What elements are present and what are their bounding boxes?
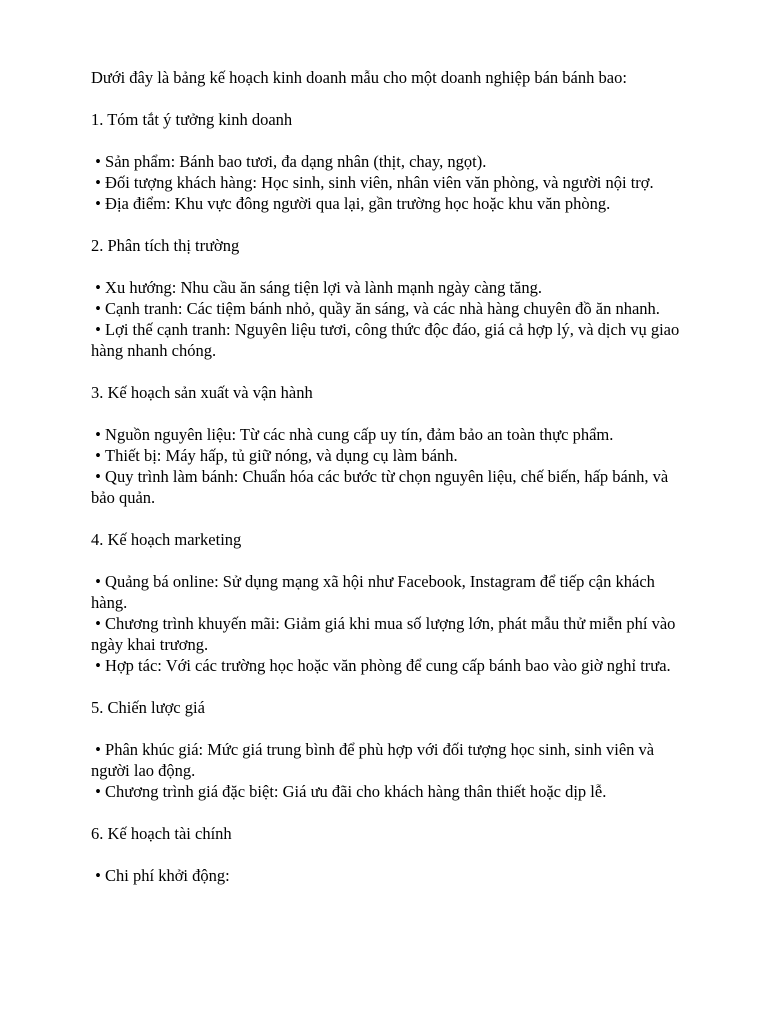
section-5 — [91, 697, 691, 802]
document-page — [91, 67, 691, 907]
section-2 — [91, 235, 691, 361]
section-title: 3. Kế hoạch sản xuất và vận hành — [91, 383, 313, 402]
bullet-item: • Lợi thế cạnh tranh: Nguyên liệu tươi, công thức độc đáo, giá cả hợp lý, và dịch vụ giao hàng nhanh chóng. — [91, 319, 691, 361]
bullet-list — [91, 424, 691, 508]
section-title: 5. Chiến lược giá — [91, 698, 205, 717]
bullet-item: • Đối tượng khách hàng: Học sinh, sinh viên, nhân viên văn phòng, và người nội trợ. — [91, 172, 691, 193]
bullet-item: • Quảng bá online: Sử dụng mạng xã hội như Facebook, Instagram để tiếp cận khách hàng. — [91, 571, 691, 613]
bullet-list — [91, 277, 691, 361]
section-title: 1. Tóm tắt ý tưởng kinh doanh — [91, 110, 293, 129]
bullet-item: • Thiết bị: Máy hấp, tủ giữ nóng, và dụng cụ làm bánh. — [91, 445, 691, 466]
section-6 — [91, 823, 691, 886]
bullet-item: • Hợp tác: Với các trường học hoặc văn phòng để cung cấp bánh bao vào giờ nghỉ trưa. — [91, 655, 691, 676]
section-4 — [91, 529, 691, 676]
bullet-list — [91, 151, 691, 214]
bullet-item: • Nguồn nguyên liệu: Từ các nhà cung cấp uy tín, đảm bảo an toàn thực phẩm. — [91, 424, 691, 445]
section-title: 4. Kế hoạch marketing — [91, 530, 242, 549]
section-1 — [91, 109, 691, 214]
section-3 — [91, 382, 691, 508]
bullet-item: • Quy trình làm bánh: Chuẩn hóa các bước từ chọn nguyên liệu, chế biến, hấp bánh, và bảo quản. — [91, 466, 691, 508]
bullet-item: • Chương trình giá đặc biệt: Giá ưu đãi cho khách hàng thân thiết hoặc dịp lễ. — [91, 781, 691, 802]
bullet-item: • Cạnh tranh: Các tiệm bánh nhỏ, quầy ăn sáng, và các nhà hàng chuyên đồ ăn nhanh. — [91, 298, 691, 319]
bullet-item: • Chi phí khởi động: — [91, 865, 691, 886]
bullet-item: • Phân khúc giá: Mức giá trung bình để phù hợp với đối tượng học sinh, sinh viên và người lao động. — [91, 739, 691, 781]
bullet-item: • Địa điểm: Khu vực đông người qua lại, gần trường học hoặc khu văn phòng. — [91, 193, 691, 214]
section-title: 6. Kế hoạch tài chính — [91, 824, 232, 843]
bullet-list — [91, 739, 691, 802]
intro-paragraph: Dưới đây là bảng kế hoạch kinh doanh mẫu cho một doanh nghiệp bán bánh bao: — [91, 68, 627, 87]
bullet-item: • Chương trình khuyến mãi: Giảm giá khi mua số lượng lớn, phát mẫu thử miễn phí vào ngày khai trương. — [91, 613, 691, 655]
bullet-item: • Xu hướng: Nhu cầu ăn sáng tiện lợi và lành mạnh ngày càng tăng. — [91, 277, 691, 298]
bullet-item: • Sản phẩm: Bánh bao tươi, đa dạng nhân (thịt, chay, ngọt). — [91, 151, 691, 172]
bullet-list — [91, 865, 691, 886]
section-title: 2. Phân tích thị trường — [91, 236, 240, 255]
bullet-list — [91, 571, 691, 676]
